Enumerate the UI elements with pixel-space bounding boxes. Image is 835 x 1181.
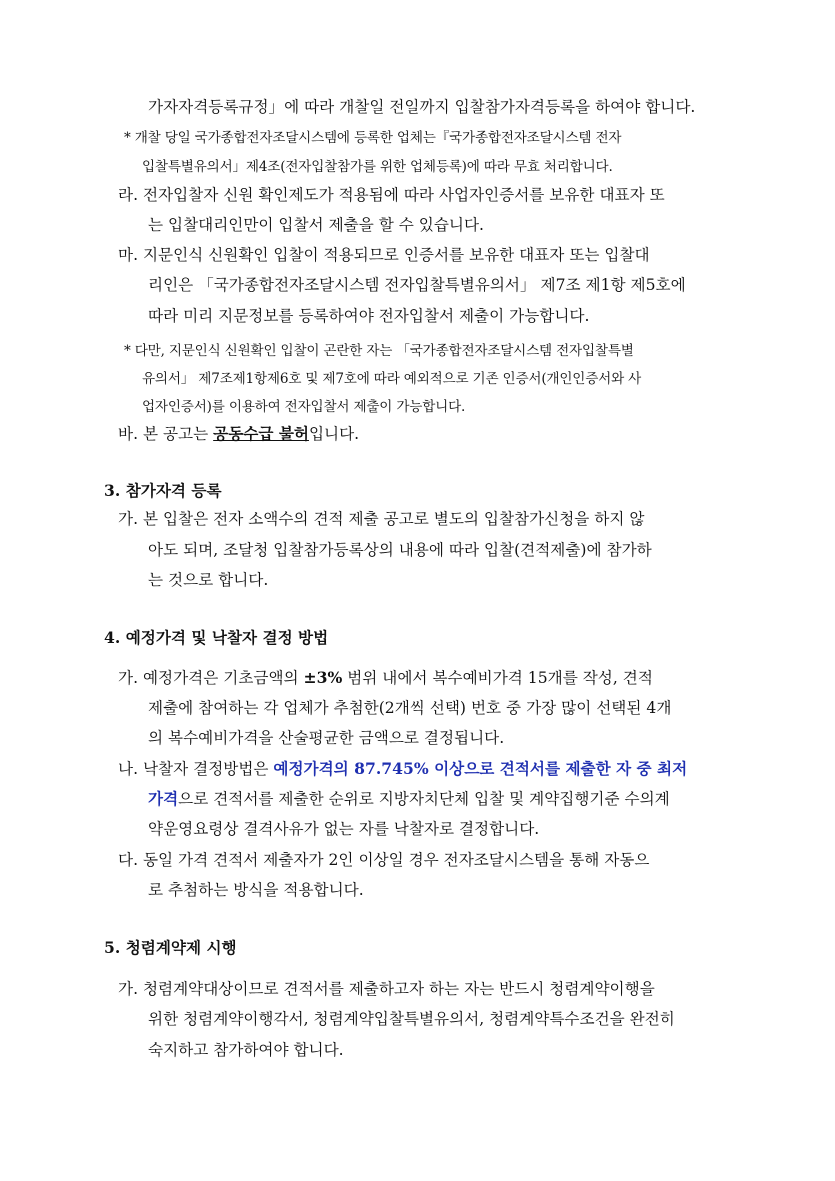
emphasis-text: ±3% bbox=[303, 668, 343, 687]
list-item-ba bbox=[118, 423, 359, 445]
text-line: 제출에 참여하는 각 업체가 추첨한(2개씩 선택) 번호 중 가장 많이 선택된 4개 bbox=[148, 699, 672, 717]
text-line: 아도 되며, 조달청 입찰참가등록상의 내용에 따라 입찰(견적제출)에 참가하 bbox=[148, 541, 652, 559]
text-span: 으로 견적서를 제출한 순위로 지방자치단체 입찰 및 계약집행기준 수의계 bbox=[178, 790, 670, 808]
text-line: 는 것으로 합니다. bbox=[148, 571, 269, 589]
text-span: 바. 본 공고는 bbox=[118, 425, 214, 443]
text-line: 숙지하고 참가하여야 합니다. bbox=[148, 1041, 344, 1059]
text-line: 의 복수예비가격을 산술평균한 금액으로 결정됩니다. bbox=[148, 729, 505, 747]
emphasis-text: 가격 bbox=[148, 789, 179, 808]
list-item-ga bbox=[118, 667, 653, 689]
text-line: 리인은 「국가종합전자조달시스템 전자입찰특별유의서」 제7조 제1항 제5호에 bbox=[148, 276, 686, 294]
text-span: 범위 내에서 복수예비가격 15개를 작성, 견적 bbox=[342, 669, 653, 687]
section-heading-5: 5. 청렴계약제 시행 bbox=[104, 938, 237, 957]
list-item-ga: 가. 청렴계약대상이므로 견적서를 제출하고자 하는 자는 반드시 청렴계약이행을 bbox=[118, 980, 655, 998]
note-line: 유의서」 제7조제1항제6호 및 제7호에 따라 예외적으로 기존 인증서(개인인증서와 사 bbox=[142, 371, 642, 387]
list-item-ga: 가. 본 입찰은 전자 소액수의 견적 제출 공고로 별도의 입찰참가신청을 하지 않 bbox=[118, 510, 645, 528]
text-line: 위한 청렴계약이행각서, 청렴계약입찰특별유의서, 청렴계약특수조건을 완전히 bbox=[148, 1010, 675, 1028]
list-item-ma: 마. 지문인식 신원확인 입찰이 적용되므로 인증서를 보유한 대표자 또는 입찰대 bbox=[118, 246, 650, 264]
emphasis-text: 예정가격의 87.745% 이상으로 견적서를 제출한 자 중 최저 bbox=[273, 759, 688, 778]
note-line: * 개찰 당일 국가종합전자조달시스템에 등록한 업체는『국가종합전자조달시스템 전자 bbox=[124, 130, 622, 146]
text-span: 나. 낙찰자 결정방법은 bbox=[118, 760, 274, 778]
emphasis-text: 공동수급 불허 bbox=[213, 424, 309, 443]
note-line: 입찰특별유의서」제4조(전자입찰참가를 위한 업체등록)에 따라 무효 처리합니다. bbox=[142, 159, 613, 175]
text-line: 는 입찰대리인만이 입찰서 제출을 할 수 있습니다. bbox=[148, 216, 484, 234]
list-item-ra: 라. 전자입찰자 신원 확인제도가 적용됨에 따라 사업자인증서를 보유한 대표자 또 bbox=[118, 186, 665, 204]
text-line: 로 추첨하는 방식을 적용합니다. bbox=[148, 881, 364, 899]
note-line: 업자인증서)를 이용하여 전자입찰서 제출이 가능합니다. bbox=[142, 399, 466, 415]
section-heading-4: 4. 예정가격 및 낙찰자 결정 방법 bbox=[104, 628, 329, 647]
text-line: 가자자격등록규정」에 따라 개찰일 전일까지 입찰참가자격등록을 하여야 합니다. bbox=[148, 98, 696, 116]
text-span: 가. 예정가격은 기초금액의 bbox=[118, 669, 304, 687]
section-heading-3: 3. 참가자격 등록 bbox=[104, 481, 222, 500]
text-line: 따라 미리 지문정보를 등록하여야 전자입찰서 제출이 가능합니다. bbox=[148, 307, 590, 325]
note-line: * 다만, 지문인식 신원확인 입찰이 곤란한 자는 「국가종합전자조달시스템 전자입찰특별 bbox=[124, 343, 634, 359]
text-line bbox=[148, 788, 670, 810]
text-span: 입니다. bbox=[308, 425, 360, 443]
text-line: 약운영요령상 결격사유가 없는 자를 낙찰자로 결정합니다. bbox=[148, 820, 540, 838]
list-item-da: 다. 동일 가격 견적서 제출자가 2인 이상일 경우 전자조달시스템을 통해 자동으 bbox=[118, 851, 650, 869]
list-item-na bbox=[118, 758, 687, 780]
